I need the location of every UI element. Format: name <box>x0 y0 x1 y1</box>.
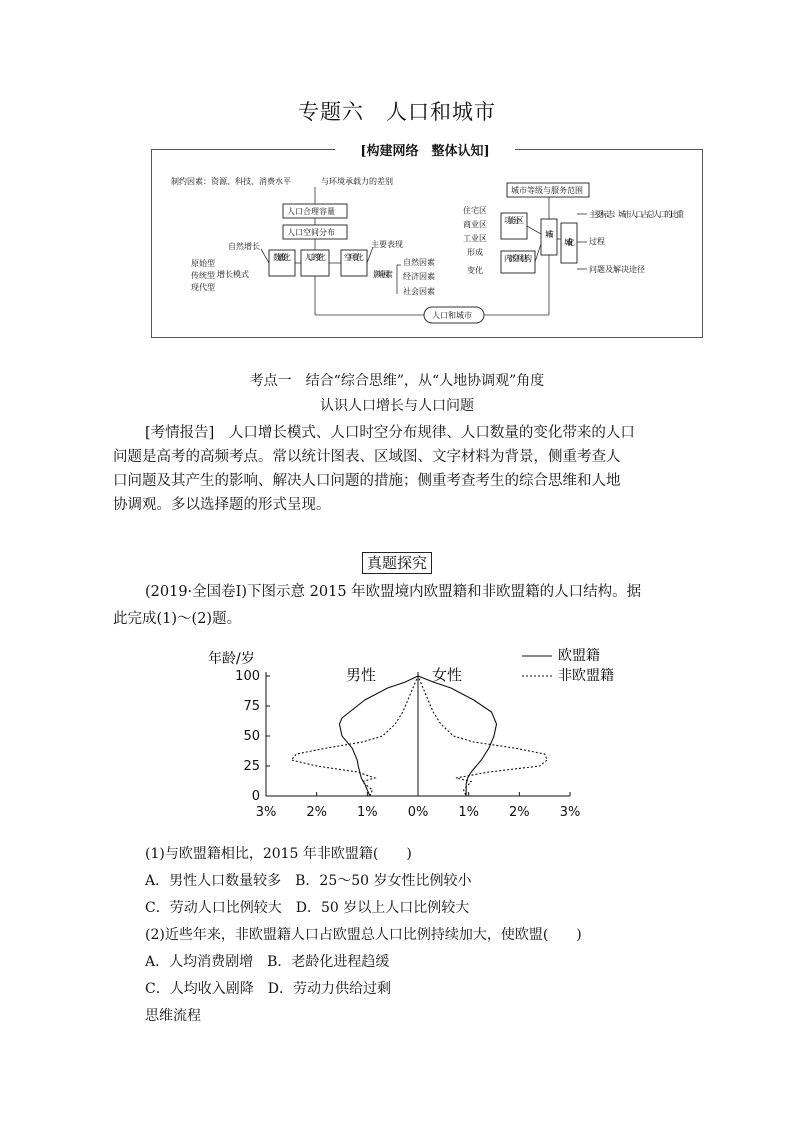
main-sign-text: 主要标志：城市人口占总人口的比重 <box>589 210 684 219</box>
functional-zones-text: 功能分区 <box>504 216 524 225</box>
y-tick-label: 25 <box>243 759 260 774</box>
mode-traditional: 传统型 <box>191 271 215 280</box>
q1-option-d[interactable]: D．50 岁以上人口比例较大 <box>295 900 470 916</box>
bottom-text: 人口和城市 <box>432 311 472 320</box>
internal-structure-text: 内部空间结构 <box>504 254 532 263</box>
male-label: 男性 <box>346 666 377 684</box>
question-2: (2)近些年来，非欧盟籍人口占欧盟总人口比例持续加大，使欧盟( ) <box>145 927 582 943</box>
question-1: (1)与欧盟籍相比，2015 年非欧盟籍( ) <box>145 846 412 862</box>
population-change-text: 人口的变化 <box>304 253 326 262</box>
thinking-flow-label: 思维流程 <box>145 1008 201 1024</box>
spatial-distribution-text: 人口空间分布 <box>287 228 335 237</box>
q1-options-cd <box>145 897 469 917</box>
reasonable-capacity-text: 人口合理容量 <box>287 207 335 216</box>
point-heading-1: 考点一 结合“综合思维”，从“人地协调观”角度 <box>249 373 545 389</box>
x-tick-label: 2% <box>509 805 530 820</box>
intro-line-1: (2019·全国卷Ⅰ)下图示意 2015 年欧盟境内欧盟籍和非欧盟籍的人口结构。据 <box>145 584 642 600</box>
explore-label-wrap <box>0 552 794 573</box>
q1-option-a[interactable]: A．男性人口数量较多 <box>145 873 282 889</box>
y-axis-label: 年龄/岁 <box>208 651 255 667</box>
natural-factors-text: 自然因素 <box>403 258 435 267</box>
change-text: 变化 <box>467 266 483 275</box>
influencing-factors-text: 影响因素 <box>373 270 393 279</box>
q1-option-c[interactable]: C．劳动人口比例较大 <box>145 900 282 916</box>
q2-option-b[interactable]: B．老龄化进程趋缓 <box>267 954 390 970</box>
urban-level-text: 城市等级与服务范围 <box>511 186 583 195</box>
legend-label: 欧盟籍 <box>558 648 600 664</box>
commercial-text: 商业区 <box>463 220 487 229</box>
industrial-text: 工业区 <box>463 234 487 243</box>
explore-label: 真题探究 <box>362 552 432 574</box>
natural-growth-text: 自然增长 <box>228 242 260 251</box>
y-tick-label: 75 <box>243 699 260 714</box>
series-line-non-eu <box>291 676 547 796</box>
network-header: [构建网络 整体认知] <box>335 140 515 159</box>
x-tick-label: 3% <box>559 805 581 820</box>
growth-mode-text: 增长模式 <box>217 270 249 279</box>
process-text: 过程 <box>589 237 605 246</box>
q2-option-c[interactable]: C．人均收入剧降 <box>145 981 254 997</box>
spatial-change-text: 空间变化 <box>344 253 364 262</box>
x-tick-label: 1% <box>357 805 378 820</box>
x-tick-label: 2% <box>306 805 327 820</box>
q2-option-d[interactable]: D．劳动力供给过剩 <box>267 981 391 997</box>
report-label: [考情报告] <box>145 425 215 441</box>
report-line-1: 人口增长模式、人口时空分布规律、人口数量的变化带来的人口 <box>228 425 635 441</box>
y-tick-label: 50 <box>243 729 260 744</box>
y-tick-label: 100 <box>235 669 260 684</box>
y-tick-label: 0 <box>251 789 260 804</box>
population-pyramid-chart <box>200 640 640 830</box>
q2-option-a[interactable]: A．人均消费剧增 <box>145 954 254 970</box>
mode-modern: 现代型 <box>191 283 215 292</box>
q1-options-ab <box>145 870 472 890</box>
female-label: 女性 <box>432 666 463 684</box>
formation-text: 形成 <box>467 248 483 257</box>
q2-options-cd <box>145 978 391 998</box>
point-heading-2: 认识人口增长与人口问题 <box>320 398 474 414</box>
quantity-change-text: 数量变化 <box>273 253 291 262</box>
economic-factors-text: 经济因素 <box>403 272 435 281</box>
q2-options-ab <box>145 951 389 971</box>
report-line-4: 协调观。多以选择题的形式呈现。 <box>113 497 331 513</box>
problems-text: 问题及解决途径 <box>589 265 645 274</box>
constraint-text: 制约因素：资源、科技、消费水平 <box>171 177 291 186</box>
report-line-3: 口问题及其产生的影响、解决人口问题的措施；侧重考查考生的综合思维和人地 <box>113 473 621 489</box>
report-paragraph <box>113 421 685 517</box>
q1-option-b[interactable]: B．25～50 岁女性比例较小 <box>295 873 472 889</box>
legend-label: 非欧盟籍 <box>558 668 614 684</box>
residential-text: 住宅区 <box>463 206 487 215</box>
main-manifestation-text: 主要表现 <box>371 240 403 249</box>
page-title: 专题六 人口和城市 <box>298 100 496 124</box>
concept-network-diagram <box>151 149 702 339</box>
report-line-2: 问题是高考的高频考点。常以统计图表、区域图、文字材料为背景，侧重考查人 <box>113 449 621 465</box>
x-tick-label: 0% <box>407 805 429 820</box>
x-tick-label: 1% <box>458 805 479 820</box>
mode-primitive: 原始型 <box>191 259 215 268</box>
city-text: 城市 <box>545 230 554 239</box>
intro-line-2: 此完成(1)～(2)题。 <box>113 611 242 627</box>
urbanization-text: 城市化 <box>564 238 575 247</box>
carrying-capacity-text: 与环境承载力的差别 <box>321 177 393 186</box>
social-factors-text: 社会因素 <box>403 287 435 296</box>
x-tick-label: 3% <box>255 805 277 820</box>
